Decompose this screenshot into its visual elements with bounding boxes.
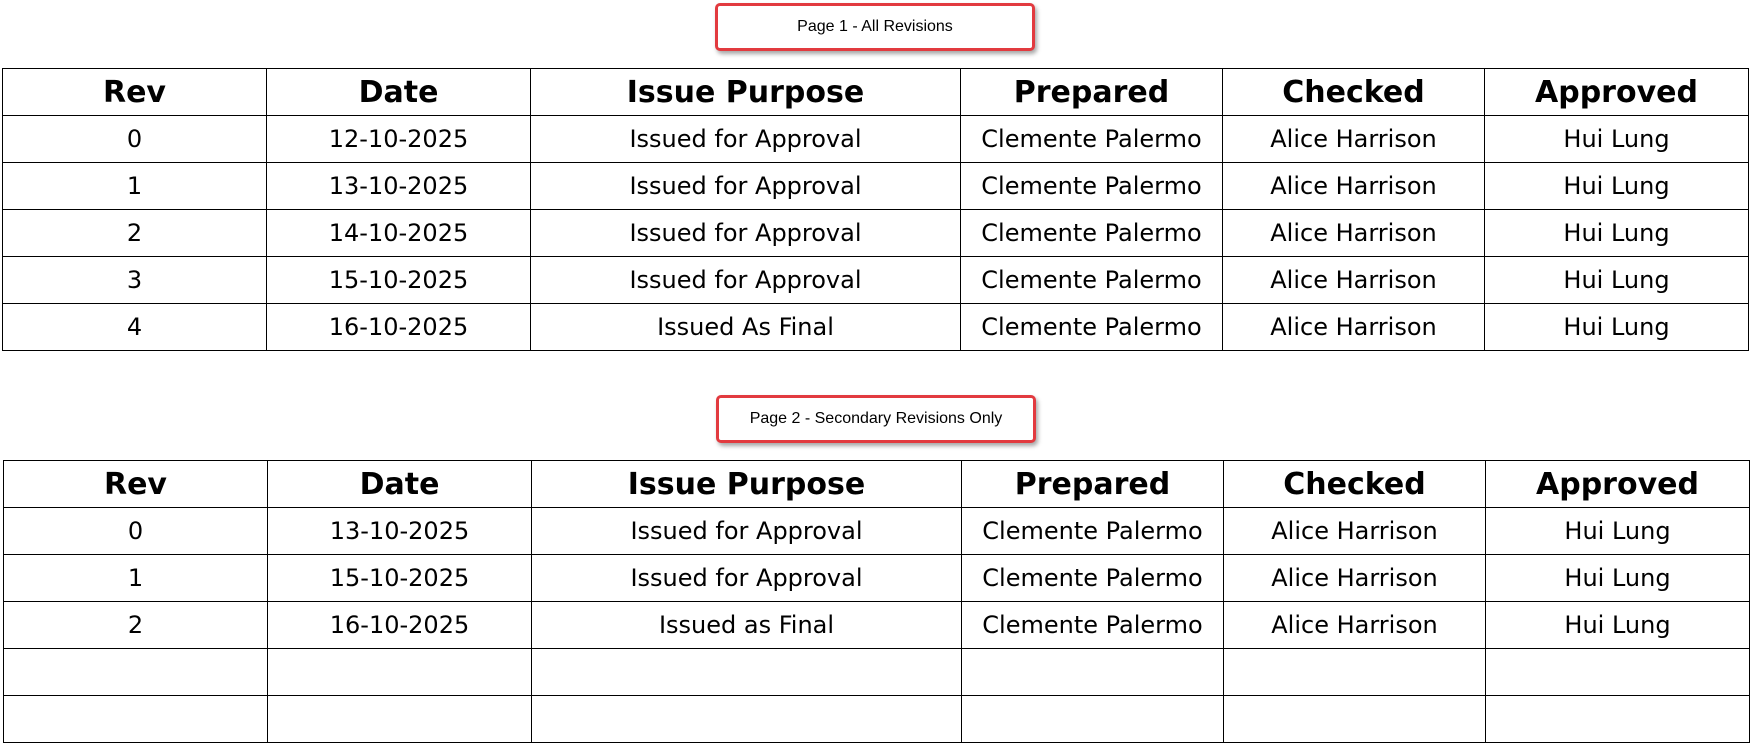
revision-table-page-2: [3, 460, 1750, 743]
table-row: [4, 508, 1750, 555]
cell-checked: [1224, 649, 1486, 696]
cell-issue-purpose: Issued for Approval: [531, 163, 961, 210]
table-row: [3, 163, 1749, 210]
table-row: [3, 210, 1749, 257]
cell-rev: 2: [4, 602, 268, 649]
cell-prepared: Clemente Palermo: [962, 602, 1224, 649]
cell-date: 14-10-2025: [267, 210, 531, 257]
cell-issue-purpose: Issued for Approval: [532, 555, 962, 602]
header-issue-purpose: Issue Purpose: [531, 69, 961, 116]
cell-issue-purpose: Issued for Approval: [531, 257, 961, 304]
cell-rev: [4, 649, 268, 696]
cell-approved: Hui Lung: [1485, 116, 1749, 163]
header-approved: Approved: [1485, 69, 1749, 116]
cell-rev: 4: [3, 304, 267, 351]
cell-approved: [1486, 696, 1750, 743]
page-1-label: Page 1 - All Revisions: [715, 3, 1035, 51]
revision-table-page-1: [2, 68, 1749, 351]
table-row: [3, 116, 1749, 163]
header-prepared: Prepared: [962, 461, 1224, 508]
cell-checked: Alice Harrison: [1223, 163, 1485, 210]
header-approved: Approved: [1486, 461, 1750, 508]
cell-approved: Hui Lung: [1485, 210, 1749, 257]
cell-prepared: Clemente Palermo: [961, 257, 1223, 304]
cell-approved: Hui Lung: [1485, 257, 1749, 304]
cell-rev: 0: [4, 508, 268, 555]
cell-approved: Hui Lung: [1486, 508, 1750, 555]
header-issue-purpose: Issue Purpose: [532, 461, 962, 508]
header-rev: Rev: [3, 69, 267, 116]
cell-prepared: Clemente Palermo: [962, 508, 1224, 555]
table-row-empty: [4, 649, 1750, 696]
cell-date: 16-10-2025: [268, 602, 532, 649]
cell-checked: Alice Harrison: [1223, 210, 1485, 257]
cell-approved: Hui Lung: [1486, 555, 1750, 602]
cell-issue-purpose: Issued for Approval: [532, 508, 962, 555]
cell-prepared: [962, 649, 1224, 696]
cell-checked: Alice Harrison: [1223, 116, 1485, 163]
cell-rev: 0: [3, 116, 267, 163]
cell-date: 15-10-2025: [268, 555, 532, 602]
header-checked: Checked: [1224, 461, 1486, 508]
header-rev: Rev: [4, 461, 268, 508]
cell-issue-purpose: Issued As Final: [531, 304, 961, 351]
cell-date: [268, 649, 532, 696]
cell-date: 13-10-2025: [267, 163, 531, 210]
cell-issue-purpose: [532, 696, 962, 743]
cell-date: 13-10-2025: [268, 508, 532, 555]
table-header-row: [4, 461, 1750, 508]
cell-issue-purpose: Issued as Final: [532, 602, 962, 649]
cell-date: 16-10-2025: [267, 304, 531, 351]
cell-rev: 3: [3, 257, 267, 304]
table-row: [3, 304, 1749, 351]
cell-approved: [1486, 649, 1750, 696]
cell-checked: [1224, 696, 1486, 743]
cell-checked: Alice Harrison: [1224, 555, 1486, 602]
table-header-row: [3, 69, 1749, 116]
cell-prepared: Clemente Palermo: [961, 163, 1223, 210]
cell-date: [268, 696, 532, 743]
cell-checked: Alice Harrison: [1223, 257, 1485, 304]
cell-issue-purpose: Issued for Approval: [531, 116, 961, 163]
header-date: Date: [267, 69, 531, 116]
cell-approved: Hui Lung: [1485, 163, 1749, 210]
header-date: Date: [268, 461, 532, 508]
header-prepared: Prepared: [961, 69, 1223, 116]
cell-prepared: [962, 696, 1224, 743]
cell-approved: Hui Lung: [1486, 602, 1750, 649]
cell-checked: Alice Harrison: [1224, 602, 1486, 649]
cell-prepared: Clemente Palermo: [961, 116, 1223, 163]
cell-prepared: Clemente Palermo: [961, 304, 1223, 351]
cell-prepared: Clemente Palermo: [961, 210, 1223, 257]
cell-date: 15-10-2025: [267, 257, 531, 304]
cell-issue-purpose: [532, 649, 962, 696]
header-checked: Checked: [1223, 69, 1485, 116]
cell-date: 12-10-2025: [267, 116, 531, 163]
cell-issue-purpose: Issued for Approval: [531, 210, 961, 257]
table-row: [4, 555, 1750, 602]
cell-rev: 1: [4, 555, 268, 602]
cell-rev: 1: [3, 163, 267, 210]
cell-rev: 2: [3, 210, 267, 257]
cell-prepared: Clemente Palermo: [962, 555, 1224, 602]
table-row: [3, 257, 1749, 304]
cell-checked: Alice Harrison: [1224, 508, 1486, 555]
table-row: [4, 602, 1750, 649]
page-2-label: Page 2 - Secondary Revisions Only: [716, 395, 1036, 443]
cell-approved: Hui Lung: [1485, 304, 1749, 351]
cell-checked: Alice Harrison: [1223, 304, 1485, 351]
cell-rev: [4, 696, 268, 743]
table-row-empty: [4, 696, 1750, 743]
